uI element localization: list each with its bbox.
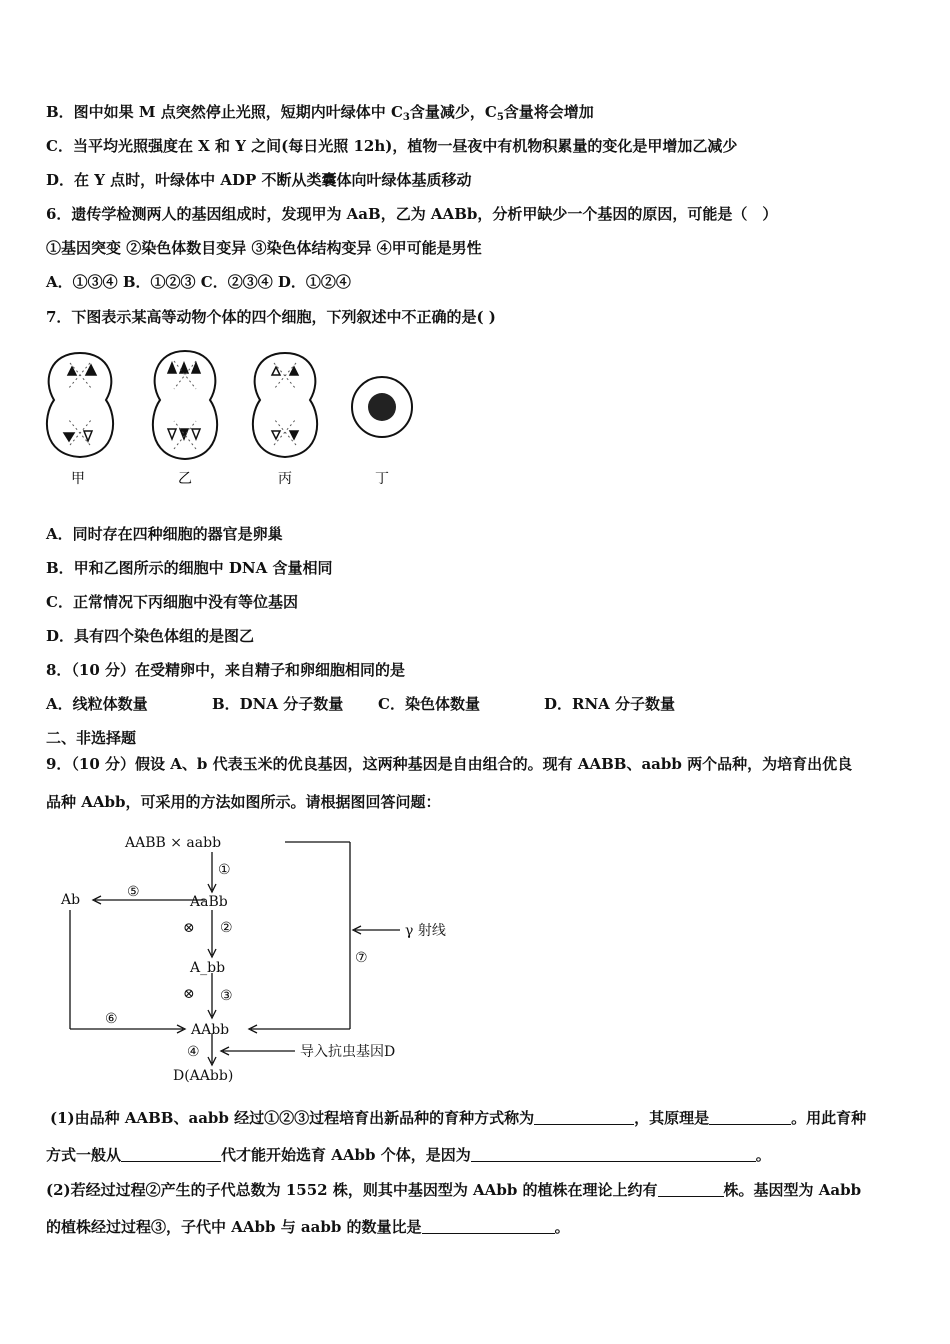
cell-label-yi: 乙 — [178, 471, 192, 487]
cross-label: AABB × aabb — [125, 835, 222, 851]
step-2: ② — [220, 920, 233, 936]
cell-label-ding: 丁 — [375, 471, 389, 487]
answer-blank-2[interactable] — [709, 1110, 791, 1125]
q9-part1-line2: 方式一般从 代才能开始选育 AAbb 个体，是因为 。 — [46, 1146, 771, 1164]
q8-option-b: B．DNA 分子数量 — [212, 695, 344, 713]
q7-option-a: A．同时存在四种细胞的器官是卵巢 — [46, 525, 283, 543]
q8-stem: 8．（10 分）在受精卵中，来自精子和卵细胞相同的是 — [46, 661, 406, 679]
genotype-a-bb: A_bb — [190, 960, 226, 976]
cell-division-figure — [40, 345, 440, 495]
step-1: ① — [218, 862, 231, 878]
self-cross-1: ⊗ — [183, 920, 195, 936]
answer-blank-3[interactable] — [121, 1147, 221, 1162]
import-gene-label: 导入抗虫基因D — [300, 1044, 396, 1060]
q7-option-c: C．正常情况下丙细胞中没有等位基因 — [46, 593, 298, 611]
q9-stem-line2: 品种 AAbb，可采用的方法如图所示。请根据图回答问题： — [46, 793, 441, 811]
cell-jia-outline — [47, 353, 113, 457]
genotype-ab: Ab — [61, 892, 81, 908]
step-4: ④ — [187, 1044, 200, 1060]
cell-label-jia: 甲 — [71, 471, 85, 487]
step-7: ⑦ — [355, 950, 368, 966]
q8-option-c: C．染色体数量 — [378, 695, 480, 713]
q6-items: ①基因突变 ②染色体数目变异 ③染色体结构变异 ④甲可能是男性 — [46, 239, 482, 257]
q9-part2-line2: 的植株经过过程③，子代中 AAbb 与 aabb 的数量比是 。 — [46, 1218, 570, 1236]
answer-blank-1[interactable] — [534, 1110, 634, 1125]
answer-blank-5[interactable] — [658, 1182, 724, 1197]
answer-blank-4[interactable] — [471, 1147, 756, 1162]
gamma-ray-label: γ 射线 — [405, 923, 446, 939]
answer-blank-6[interactable] — [422, 1219, 555, 1234]
genotype-aabb: AaBb — [190, 894, 228, 910]
q9-stem-line1: 9．（10 分）假设 A、b 代表玉米的优良基因，这两种基因是自由组合的。现有 AABB、aabb 两个品种，为培育出优良 — [46, 755, 853, 773]
genotype-aabb-target: AAbb — [191, 1022, 230, 1038]
breeding-diagram — [55, 830, 485, 1090]
q7-stem: 7．下图表示某高等动物个体的四个细胞，下列叙述中不正确的是( ) — [46, 308, 496, 326]
q7-option-d: D．具有四个染色体组的是图乙 — [46, 627, 255, 645]
step-5: ⑤ — [127, 884, 140, 900]
q5-option-b: B．图中如果 M 点突然停止光照，短期内叶绿体中 $C_3$含量减少，$C_5$含量将会增加 — [46, 103, 594, 123]
section-heading: 二、非选择题 — [46, 729, 137, 747]
self-cross-2: ⊗ — [183, 986, 195, 1002]
step-3: ③ — [220, 988, 233, 1004]
q7-option-b: B．甲和乙图所示的细胞中 DNA 含量相同 — [46, 559, 333, 577]
q5-option-d: D．在 Y 点时，叶绿体中 ADP 不断从类囊体向叶绿体基质移动 — [46, 171, 472, 189]
q6-stem: 6．遗传学检测两人的基因组成时，发现甲为 AaB，乙为 AABb，分析甲缺少一个基因的原因，可能是（ ） — [46, 205, 778, 223]
step-6: ⑥ — [105, 1011, 118, 1027]
q8-option-d: D．RNA 分子数量 — [544, 695, 676, 713]
q5-option-c: C．当平均光照强度在 X 和 Y 之间(每日光照 12h)，植物一昼夜中有机物积累量的变化是甲增加乙减少 — [46, 137, 738, 155]
q9-part1-line1: (1)由品种 AABB、aabb 经过①②③过程培育出新品种的育种方式称为 ，其原理是 。用此育种 — [50, 1109, 867, 1127]
q8-option-a: A．线粒体数量 — [46, 695, 148, 713]
cell-label-bing: 丙 — [278, 471, 292, 487]
genotype-d-aabb: D(AAbb) — [173, 1068, 234, 1084]
cell-bing-outline — [253, 353, 317, 457]
q6-options: A．①③④ B．①②③ C．②③④ D．①②④ — [46, 273, 351, 291]
q9-part2-line1: (2)若经过过程②产生的子代总数为 1552 株，则其中基因型为 AAbb 的植株在理论上约有 株。基因型为 Aabb — [46, 1181, 862, 1199]
